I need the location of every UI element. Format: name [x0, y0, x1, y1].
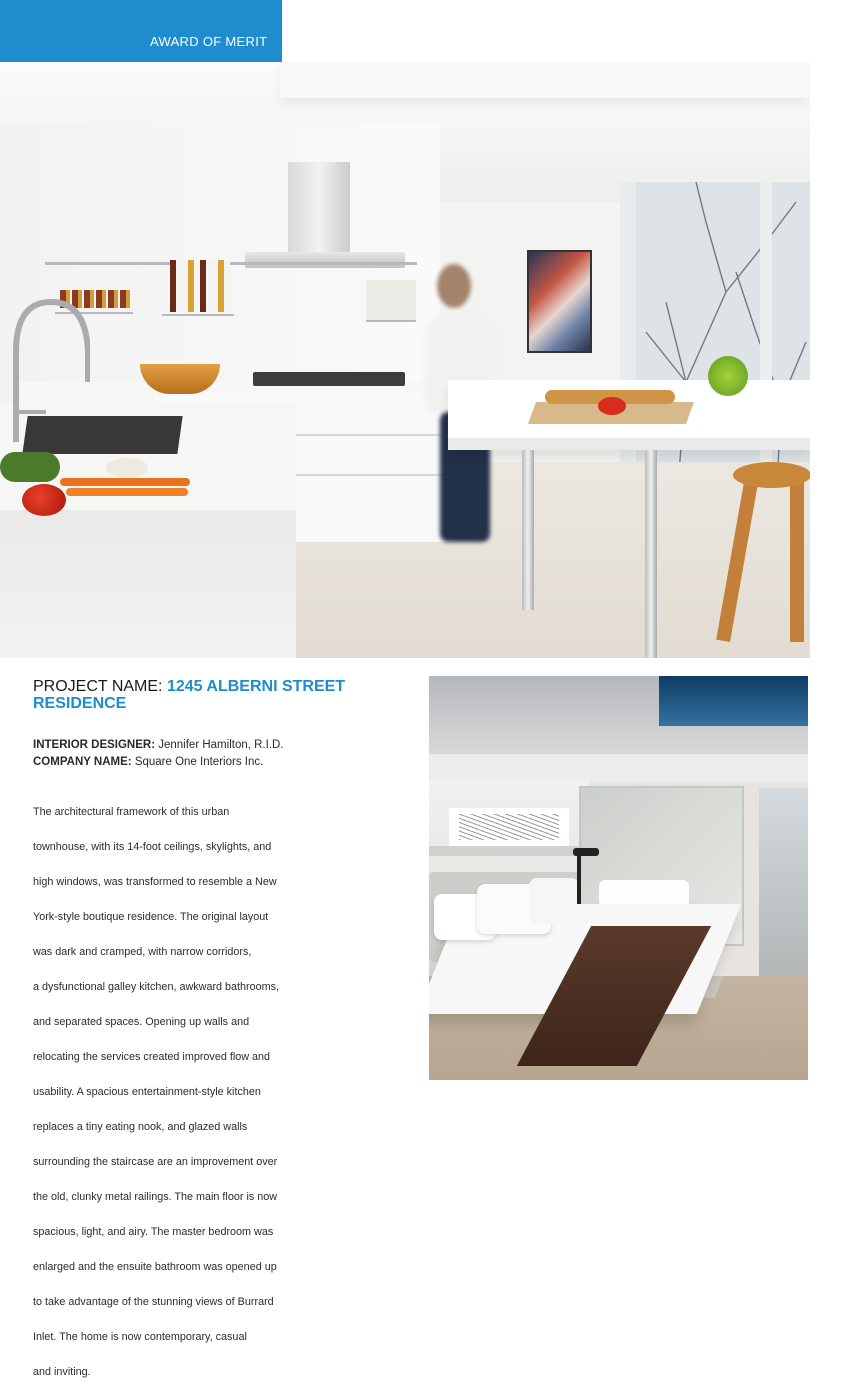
bedroom-ledge — [429, 846, 589, 856]
bedroom-upper-window — [659, 676, 808, 726]
table-plant — [708, 356, 748, 396]
description-line: the old, clunky metal railings. The main floor is now — [33, 1190, 278, 1203]
description-line: replaces a tiny eating nook, and glazed walls — [33, 1120, 248, 1133]
credits — [33, 737, 393, 771]
project-heading — [33, 678, 393, 712]
company-credit — [33, 754, 393, 771]
designer-value: Jennifer Hamilton, R.I.D. — [158, 739, 284, 751]
carrot — [66, 488, 188, 496]
description-line: and inviting. — [33, 1365, 91, 1378]
garlic — [106, 458, 148, 478]
bedroom-artwork-sketch — [459, 814, 559, 840]
description-line: surrounding the staircase are an improvement over — [33, 1155, 278, 1168]
dining-table-edge — [448, 438, 810, 450]
wall-painting — [527, 250, 592, 353]
designer-credit — [33, 737, 393, 754]
description-line: York-style boutique residence. The original layout — [33, 910, 269, 923]
bedroom-photo — [429, 676, 808, 1080]
table-leg — [645, 450, 657, 658]
description-line: high windows, was transformed to resemble a New — [33, 875, 277, 888]
description-line: enlarged and the ensuite bathroom was opened up — [33, 1260, 277, 1273]
description-line: was dark and cramped, with narrow corridors, — [33, 945, 252, 958]
kitchen-ceiling-beam — [280, 62, 810, 98]
range-hood-base — [245, 252, 405, 268]
bedroom-soffit — [429, 754, 808, 782]
gas-cooktop — [253, 372, 405, 386]
range-hood — [288, 162, 350, 260]
description-line: usability. A spacious entertainment-style kitchen — [33, 1085, 261, 1098]
woman-head — [437, 264, 471, 308]
project-name-label: PROJECT NAME: — [33, 678, 163, 695]
faucet — [6, 292, 90, 442]
description-line: relocating the services created improved flow and — [33, 1050, 271, 1063]
bar-stool — [733, 462, 810, 488]
tomato — [22, 484, 66, 516]
floor-lamp — [577, 854, 581, 904]
table-leg — [522, 450, 534, 610]
kitchen-island-front — [0, 510, 296, 658]
description-line: to take advantage of the stunning views of Burrard — [33, 1295, 274, 1308]
cookbook-shelf — [366, 280, 416, 322]
description-line: townhouse, with its 14-foot ceilings, skylights, and — [33, 840, 272, 853]
company-label: COMPANY NAME: — [33, 756, 132, 768]
bottle-shelf — [162, 262, 234, 316]
leafy-greens — [0, 452, 60, 482]
floor-lamp-head — [573, 848, 599, 856]
description-line: and separated spaces. Opening up walls and — [33, 1015, 250, 1028]
designer-label: INTERIOR DESIGNER: — [33, 739, 156, 751]
pillow — [529, 878, 579, 924]
carrot — [60, 478, 190, 486]
award-label: AWARD OF MERIT — [150, 34, 268, 49]
description-line: Inlet. The home is now contemporary, casual — [33, 1330, 247, 1343]
company-value: Square One Interiors Inc. — [134, 756, 264, 768]
description-line: The architectural framework of this urban — [33, 805, 230, 818]
bedroom-doorway — [759, 788, 808, 978]
description-line: a dysfunctional galley kitchen, awkward bathrooms, — [33, 980, 280, 993]
kitchen-photo — [0, 62, 810, 658]
tomatoes — [598, 397, 626, 415]
description-line: spacious, light, and airy. The master bedroom was — [33, 1225, 274, 1238]
project-name-value: 1245 ALBERNI STREET RESIDENCE — [33, 678, 346, 712]
award-banner — [0, 0, 282, 62]
project-description — [33, 786, 288, 1399]
stool-leg — [790, 482, 804, 642]
